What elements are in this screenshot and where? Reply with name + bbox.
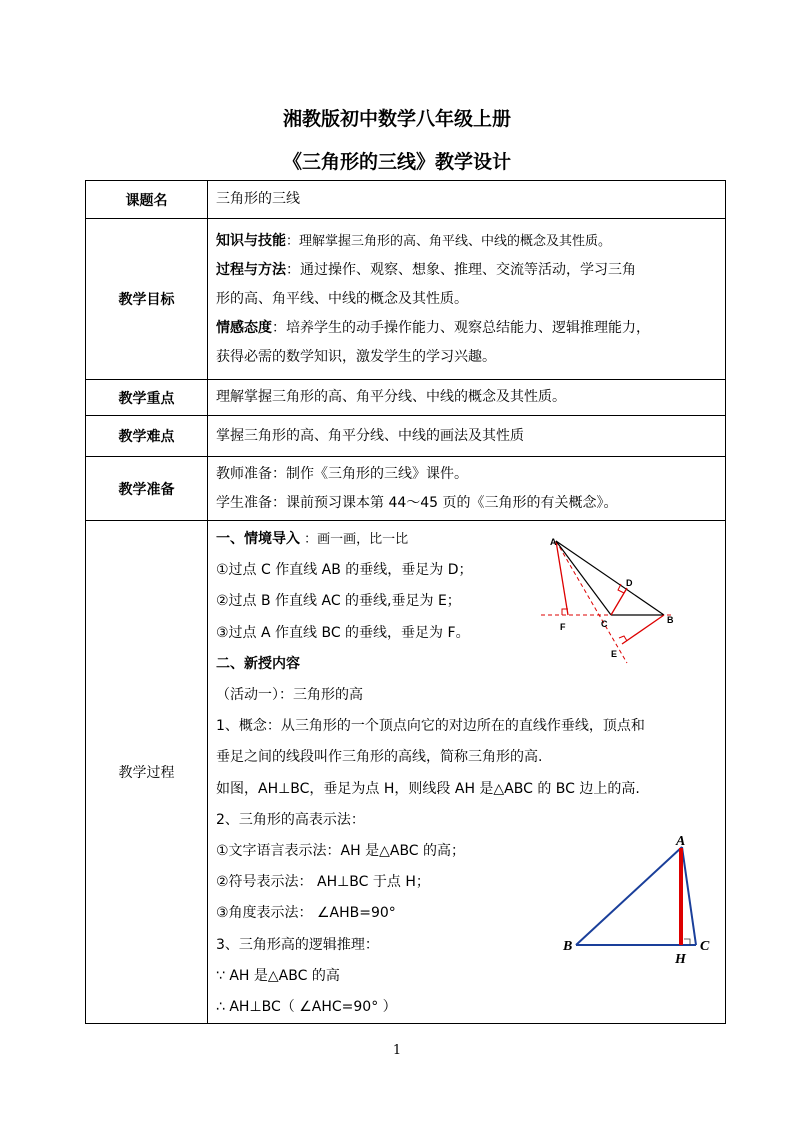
step-3: ③过点 A 作直线 BC 的垂线，垂足为 F。: [216, 624, 470, 641]
fig2-label-b: B: [563, 939, 573, 954]
representation-2: ②符号表示法： AH⊥BC 于点 H；: [216, 874, 430, 891]
knowledge-heading: 知识与技能: [216, 232, 286, 249]
prep-content: [208, 457, 726, 521]
fig2-label-a: A: [676, 835, 686, 849]
step-1: ①过点 C 作直线 AB 的垂线，垂足为 D；: [216, 562, 473, 579]
logic-line-1: ∵ AH 是△ABC 的高: [216, 967, 340, 984]
knowledge-text: ：理解掌握三角形的高、角平线、中线的概念及其性质。: [286, 233, 612, 249]
altitude-construction-figure: [533, 533, 683, 673]
row-goals: [86, 219, 726, 380]
emotion-text-2: 获得必需的数学知识，激发学生的学习兴趣。: [216, 348, 496, 365]
key-label: 教学重点: [86, 380, 208, 416]
prep-label: 教学准备: [86, 457, 208, 521]
activity-heading: （活动一）：三角形的高: [216, 687, 363, 704]
fig1-label-e: E: [611, 649, 618, 659]
logic-heading: 3、三角形高的逻辑推理：: [216, 936, 379, 953]
process-content: [208, 521, 726, 1024]
fig1-label-f: F: [560, 622, 566, 632]
key-value: 理解掌握三角形的高、角平分线、中线的概念及其性质。: [208, 380, 726, 416]
concept-line-2: 垂足之间的线段叫作三角形的高线，简称三角形的高.: [216, 749, 543, 766]
fig2-label-c: C: [700, 939, 710, 954]
row-key-points: [86, 380, 726, 416]
lesson-plan-table: [85, 180, 726, 1024]
prep-student: 学生准备：课前预习课本第 44～45 页的《三角形的有关概念》。: [216, 494, 618, 511]
section2-heading: 二、新授内容: [216, 655, 300, 672]
example-line: 如图，AH⊥BC，垂足为点 H，则线段 AH 是△ABC 的 BC 边上的高.: [216, 780, 640, 797]
page-number: 1: [392, 1043, 402, 1058]
section1-tail: ：画一画，比一比: [300, 532, 409, 547]
prep-teacher: 教师准备：制作《三角形的三线》课件。: [216, 465, 468, 482]
process-text-1: ：通过操作、观察、想象、推理、交流等活动，学习三角: [286, 261, 636, 278]
row-difficulties: [86, 416, 726, 457]
topic-label: 课题名: [86, 181, 208, 219]
step-2: ②过点 B 作直线 AC 的垂线,垂足为 E；: [216, 593, 461, 610]
difficult-label: 教学难点: [86, 416, 208, 457]
fig1-label-d: D: [626, 578, 633, 588]
fig1-label-b: B: [667, 615, 674, 625]
difficult-value: 掌握三角形的高、角平分线、中线的画法及其性质: [208, 416, 726, 457]
process-heading: 过程与方法: [216, 261, 286, 278]
concept-line-1: 1、概念：从三角形的一个顶点向它的对边所在的直线作垂线，顶点和: [216, 718, 645, 735]
logic-line-2: ∴ AH⊥BC（ ∠AHC=90° ）: [216, 999, 397, 1016]
row-process: [86, 521, 726, 1024]
row-preparation: [86, 457, 726, 521]
emotion-text-1: ：培养学生的动手操作能力、观察总结能力、逻辑推理能力，: [272, 319, 650, 336]
fig1-label-a: A: [550, 537, 557, 547]
section1-heading: 一、情境导入: [216, 531, 300, 547]
emotion-heading: 情感态度: [216, 319, 272, 336]
representation-3: ③角度表示法： ∠AHB=90°: [216, 905, 396, 922]
topic-value: 三角形的三线: [208, 181, 726, 219]
goals-content: [208, 219, 726, 380]
process-text-2: 形的高、角平线、中线的概念及其性质。: [216, 290, 468, 307]
representation-1: ①文字语言表示法：AH 是△ABC 的高；: [216, 843, 466, 860]
document-title: 湘教版初中数学八年级上册: [282, 108, 511, 130]
fig2-label-h: H: [675, 952, 686, 967]
fig1-label-c: C: [601, 619, 608, 629]
representation-heading: 2、三角形的高表示法：: [216, 811, 365, 828]
triangle-altitude-figure: [546, 835, 716, 975]
row-topic: [86, 181, 726, 219]
document-subtitle: 《三角形的三线》教学设计: [282, 151, 511, 173]
process-label: 教学过程: [86, 521, 208, 1024]
goals-label: 教学目标: [86, 219, 208, 380]
